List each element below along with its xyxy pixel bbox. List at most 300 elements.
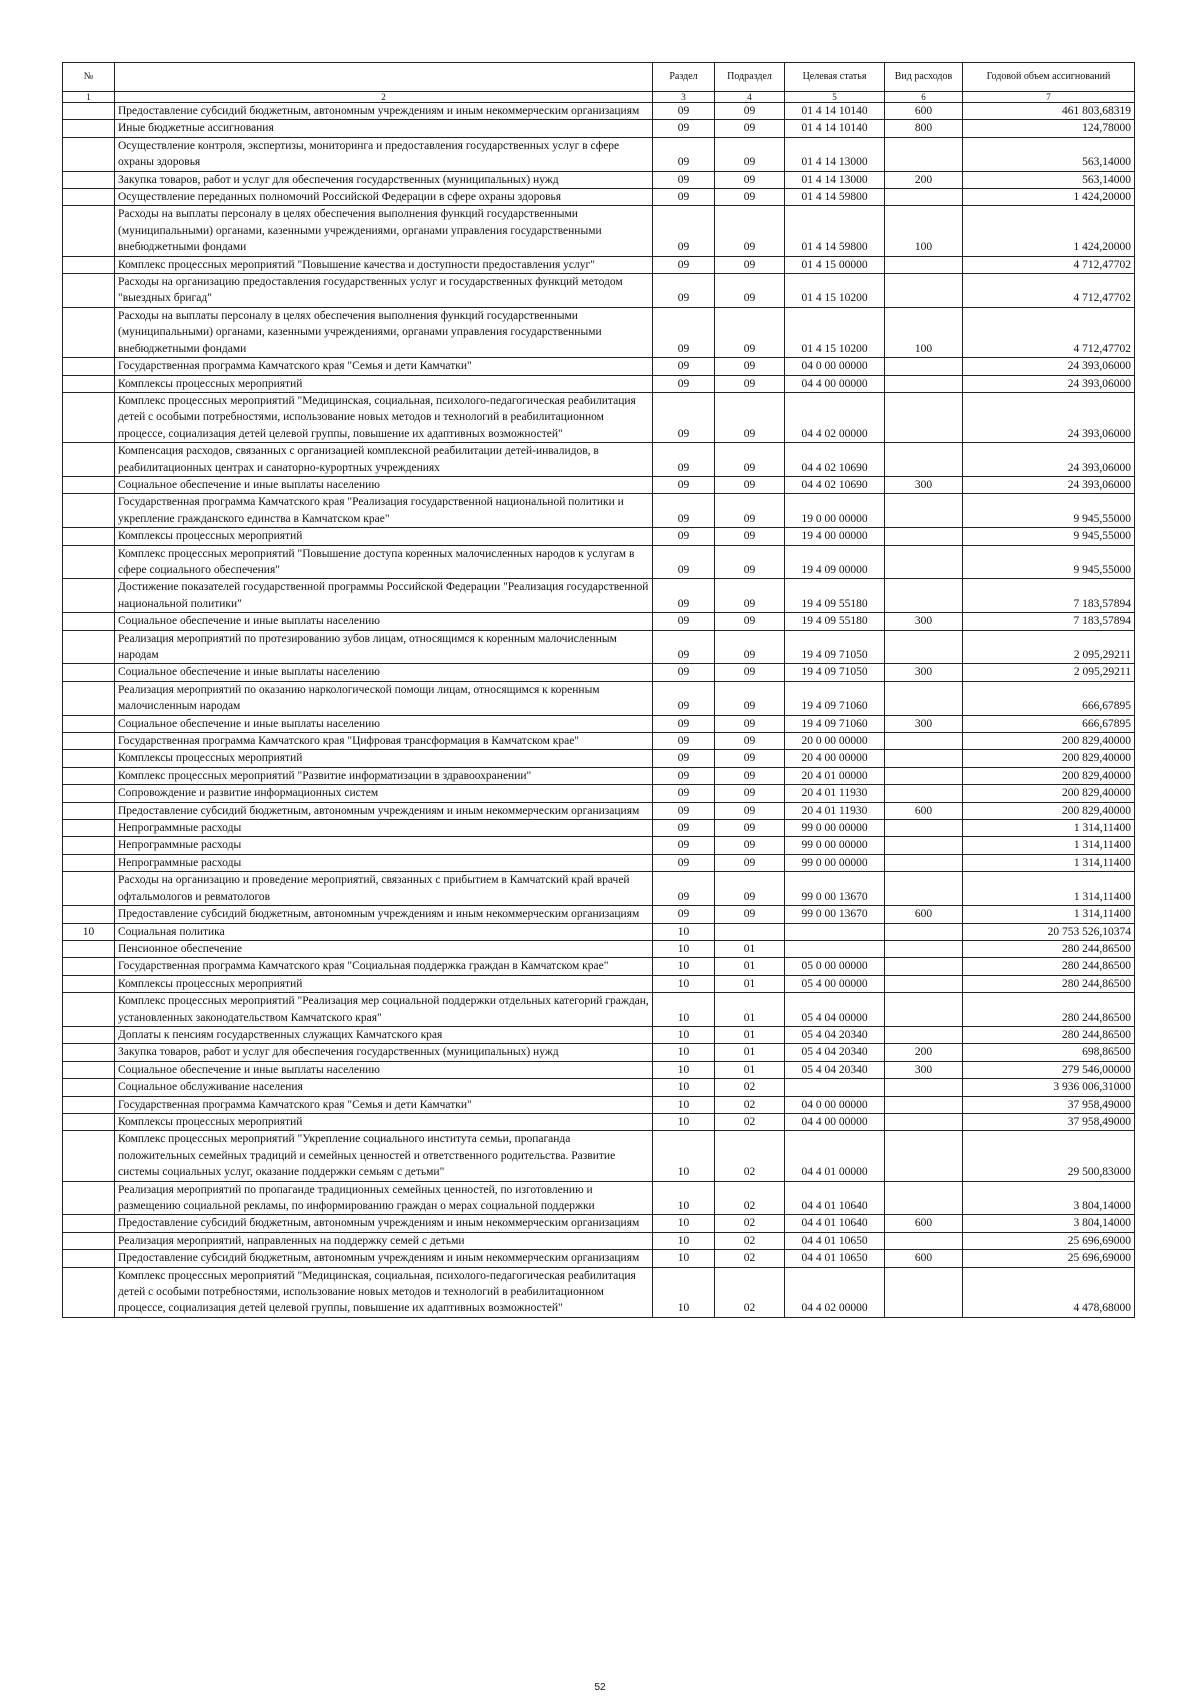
row-number	[63, 613, 115, 630]
row-number	[63, 103, 115, 120]
row-number	[63, 975, 115, 992]
row-razdel: 10	[653, 1044, 715, 1061]
row-podrazdel: 09	[715, 189, 785, 206]
row-expense-type	[885, 1131, 963, 1181]
row-number	[63, 1232, 115, 1249]
row-razdel: 09	[653, 906, 715, 923]
row-name: Непрограммные расходы	[115, 837, 653, 854]
row-podrazdel: 09	[715, 494, 785, 528]
row-expense-type: 200	[885, 171, 963, 188]
table-row	[63, 820, 1135, 837]
row-razdel: 10	[653, 1079, 715, 1096]
row-number	[63, 630, 115, 664]
row-target-article: 05 4 04 20340	[785, 1061, 885, 1078]
row-target-article: 01 4 14 13000	[785, 171, 885, 188]
row-name: Компенсация расходов, связанных с организацией комплексной реабилитации детей-инвалидов, в реабилитационных центрах и санаторно-курортных учреждениях	[115, 443, 653, 477]
row-target-article: 04 4 01 10650	[785, 1250, 885, 1267]
row-number	[63, 837, 115, 854]
column-number: 4	[715, 92, 785, 103]
row-razdel: 09	[653, 767, 715, 784]
row-expense-type: 600	[885, 103, 963, 120]
row-razdel: 10	[653, 1131, 715, 1181]
row-name: Комплексы процессных мероприятий	[115, 750, 653, 767]
row-annual-amount: 20 753 526,10374	[963, 923, 1135, 940]
row-annual-amount: 1 424,20000	[963, 189, 1135, 206]
row-podrazdel: 09	[715, 613, 785, 630]
table-row	[63, 1113, 1135, 1130]
row-number	[63, 854, 115, 871]
row-target-article: 99 0 00 13670	[785, 872, 885, 906]
row-target-article: 01 4 15 00000	[785, 256, 885, 273]
row-annual-amount: 2 095,29211	[963, 630, 1135, 664]
row-expense-type	[885, 630, 963, 664]
row-expense-type	[885, 358, 963, 375]
row-expense-type	[885, 1079, 963, 1096]
row-podrazdel: 09	[715, 785, 785, 802]
row-podrazdel: 09	[715, 375, 785, 392]
row-podrazdel: 09	[715, 872, 785, 906]
row-number	[63, 733, 115, 750]
row-razdel: 09	[653, 681, 715, 715]
row-name: Расходы на организацию предоставления государственных услуг и государственных функций методом "выездных бригад"	[115, 274, 653, 308]
row-podrazdel: 09	[715, 767, 785, 784]
table-row	[63, 802, 1135, 819]
row-expense-type	[885, 1026, 963, 1043]
row-razdel: 09	[653, 715, 715, 732]
row-annual-amount: 280 244,86500	[963, 1026, 1135, 1043]
row-expense-type	[885, 375, 963, 392]
table-row	[63, 579, 1135, 613]
column-number-row	[63, 92, 1135, 103]
row-razdel: 09	[653, 120, 715, 137]
row-expense-type	[885, 733, 963, 750]
row-annual-amount: 666,67895	[963, 715, 1135, 732]
row-annual-amount: 4 712,47702	[963, 274, 1135, 308]
row-target-article: 19 4 09 00000	[785, 545, 885, 579]
column-number: 3	[653, 92, 715, 103]
row-annual-amount: 200 829,40000	[963, 733, 1135, 750]
row-podrazdel: 09	[715, 733, 785, 750]
row-razdel: 09	[653, 872, 715, 906]
row-expense-type	[885, 958, 963, 975]
row-number	[63, 256, 115, 273]
table-row	[63, 1096, 1135, 1113]
row-number	[63, 1096, 115, 1113]
row-number	[63, 375, 115, 392]
row-number: 10	[63, 923, 115, 940]
row-podrazdel: 09	[715, 681, 785, 715]
row-razdel: 09	[653, 103, 715, 120]
row-annual-amount: 279 546,00000	[963, 1061, 1135, 1078]
row-podrazdel: 01	[715, 958, 785, 975]
row-target-article: 20 4 01 11930	[785, 785, 885, 802]
row-razdel: 10	[653, 1250, 715, 1267]
row-expense-type	[885, 1181, 963, 1215]
header-num: №	[63, 63, 115, 92]
table-row	[63, 681, 1135, 715]
row-annual-amount: 9 945,55000	[963, 528, 1135, 545]
row-number	[63, 958, 115, 975]
row-annual-amount: 25 696,69000	[963, 1250, 1135, 1267]
row-target-article: 19 4 09 55180	[785, 613, 885, 630]
row-podrazdel: 02	[715, 1096, 785, 1113]
row-podrazdel: 09	[715, 307, 785, 357]
row-expense-type: 300	[885, 715, 963, 732]
column-number: 7	[963, 92, 1135, 103]
row-number	[63, 993, 115, 1027]
row-podrazdel: 02	[715, 1181, 785, 1215]
row-number	[63, 137, 115, 171]
row-target-article: 19 4 09 71060	[785, 681, 885, 715]
row-podrazdel: 09	[715, 103, 785, 120]
row-target-article: 04 4 00 00000	[785, 375, 885, 392]
row-name: Предоставление субсидий бюджетным, автономным учреждениям и иным некоммерческим организациям	[115, 906, 653, 923]
row-expense-type: 600	[885, 1215, 963, 1232]
row-annual-amount: 200 829,40000	[963, 767, 1135, 784]
row-target-article: 04 4 02 00000	[785, 392, 885, 442]
table-row	[63, 528, 1135, 545]
row-number	[63, 802, 115, 819]
row-razdel: 09	[653, 256, 715, 273]
table-row	[63, 103, 1135, 120]
row-name: Комплекс процессных мероприятий "Развитие информатизации в здравоохранении"	[115, 767, 653, 784]
row-annual-amount: 124,78000	[963, 120, 1135, 137]
row-annual-amount: 3 936 006,31000	[963, 1079, 1135, 1096]
row-name: Комплексы процессных мероприятий	[115, 375, 653, 392]
row-target-article: 20 4 01 11930	[785, 802, 885, 819]
row-expense-type	[885, 923, 963, 940]
row-podrazdel: 01	[715, 940, 785, 957]
row-target-article: 99 0 00 00000	[785, 854, 885, 871]
row-name: Предоставление субсидий бюджетным, автономным учреждениям и иным некоммерческим организациям	[115, 1250, 653, 1267]
row-annual-amount: 4 478,68000	[963, 1267, 1135, 1317]
row-name: Комплексы процессных мероприятий	[115, 975, 653, 992]
row-expense-type	[885, 1113, 963, 1130]
table-row	[63, 854, 1135, 871]
row-annual-amount: 1 424,20000	[963, 206, 1135, 256]
row-podrazdel: 09	[715, 854, 785, 871]
row-podrazdel: 09	[715, 171, 785, 188]
row-target-article: 01 4 14 10140	[785, 120, 885, 137]
row-name: Расходы на выплаты персоналу в целях обеспечения выполнения функций государственными (муниципальными) органами, казенными учреждениями, органами управления государственными внебюджетными фондами	[115, 206, 653, 256]
row-expense-type: 200	[885, 1044, 963, 1061]
row-razdel: 10	[653, 1267, 715, 1317]
row-annual-amount: 7 183,57894	[963, 613, 1135, 630]
row-razdel: 09	[653, 545, 715, 579]
row-target-article: 99 0 00 00000	[785, 820, 885, 837]
row-target-article: 04 4 01 10640	[785, 1181, 885, 1215]
row-target-article: 04 4 02 10690	[785, 476, 885, 493]
row-razdel: 09	[653, 750, 715, 767]
row-target-article	[785, 923, 885, 940]
row-razdel: 09	[653, 443, 715, 477]
row-annual-amount: 24 393,06000	[963, 443, 1135, 477]
row-podrazdel: 09	[715, 528, 785, 545]
row-podrazdel: 09	[715, 120, 785, 137]
row-name: Социальное обеспечение и иные выплаты населению	[115, 476, 653, 493]
row-podrazdel: 09	[715, 630, 785, 664]
row-razdel: 10	[653, 993, 715, 1027]
row-name: Комплексы процессных мероприятий	[115, 1113, 653, 1130]
row-podrazdel: 09	[715, 274, 785, 308]
row-name: Социальное обеспечение и иные выплаты населению	[115, 1061, 653, 1078]
table-row	[63, 392, 1135, 442]
row-target-article: 20 4 00 00000	[785, 750, 885, 767]
table-row	[63, 137, 1135, 171]
row-razdel: 09	[653, 206, 715, 256]
row-razdel: 09	[653, 613, 715, 630]
row-razdel: 10	[653, 1061, 715, 1078]
row-name: Комплекс процессных мероприятий "Медицинская, социальная, психолого-педагогическая реабилитация детей с особыми потребностями, использование новых методов и технологий в реабилитационном процессе, социализация детей целевой группы, повышение их адаптивных возможностей"	[115, 392, 653, 442]
table-row	[63, 923, 1135, 940]
row-razdel: 09	[653, 476, 715, 493]
row-razdel: 10	[653, 1232, 715, 1249]
row-podrazdel: 01	[715, 1026, 785, 1043]
table-row	[63, 958, 1135, 975]
row-name: Социальное обеспечение и иные выплаты населению	[115, 715, 653, 732]
row-annual-amount: 666,67895	[963, 681, 1135, 715]
row-name: Достижение показателей государственной программы Российской Федерации "Реализация государственной национальной политики"	[115, 579, 653, 613]
table-row	[63, 785, 1135, 802]
row-expense-type	[885, 189, 963, 206]
row-name: Социальное обеспечение и иные выплаты населению	[115, 664, 653, 681]
row-razdel: 09	[653, 733, 715, 750]
column-number: 5	[785, 92, 885, 103]
row-target-article: 19 4 09 71050	[785, 630, 885, 664]
row-razdel: 09	[653, 189, 715, 206]
header-vid: Вид расходов	[885, 63, 963, 92]
row-number	[63, 1061, 115, 1078]
row-expense-type	[885, 837, 963, 854]
row-name: Государственная программа Камчатского края "Семья и дети Камчатки"	[115, 1096, 653, 1113]
row-number	[63, 1131, 115, 1181]
row-annual-amount: 9 945,55000	[963, 494, 1135, 528]
row-number	[63, 681, 115, 715]
row-expense-type: 300	[885, 1061, 963, 1078]
row-number	[63, 785, 115, 802]
row-name: Государственная программа Камчатского края "Семья и дети Камчатки"	[115, 358, 653, 375]
table-row	[63, 1044, 1135, 1061]
row-annual-amount: 1 314,11400	[963, 872, 1135, 906]
row-name: Реализация мероприятий по протезированию зубов лицам, относящимся к коренным малочисленным народам	[115, 630, 653, 664]
row-expense-type	[885, 750, 963, 767]
row-expense-type: 600	[885, 1250, 963, 1267]
row-number	[63, 906, 115, 923]
row-razdel: 09	[653, 528, 715, 545]
row-name: Реализация мероприятий, направленных на поддержку семей с детьми	[115, 1232, 653, 1249]
row-number	[63, 358, 115, 375]
row-razdel: 09	[653, 854, 715, 871]
table-row	[63, 1079, 1135, 1096]
row-expense-type	[885, 854, 963, 871]
row-annual-amount: 1 314,11400	[963, 854, 1135, 871]
row-podrazdel: 09	[715, 358, 785, 375]
row-number	[63, 443, 115, 477]
row-number	[63, 1215, 115, 1232]
row-expense-type: 600	[885, 802, 963, 819]
row-name: Предоставление субсидий бюджетным, автономным учреждениям и иным некоммерческим организациям	[115, 103, 653, 120]
page-number: 52	[594, 1682, 606, 1693]
row-expense-type	[885, 443, 963, 477]
row-expense-type	[885, 256, 963, 273]
row-annual-amount: 1 314,11400	[963, 837, 1135, 854]
header-razdel: Раздел	[653, 63, 715, 92]
row-razdel: 10	[653, 1026, 715, 1043]
table-row	[63, 1131, 1135, 1181]
row-expense-type	[885, 137, 963, 171]
document-page	[62, 62, 1134, 1318]
row-podrazdel: 09	[715, 750, 785, 767]
row-name: Государственная программа Камчатского края "Цифровая трансформация в Камчатском крае"	[115, 733, 653, 750]
row-razdel: 09	[653, 307, 715, 357]
row-expense-type: 800	[885, 120, 963, 137]
row-razdel: 10	[653, 1215, 715, 1232]
row-razdel: 09	[653, 274, 715, 308]
row-podrazdel: 01	[715, 993, 785, 1027]
row-expense-type	[885, 975, 963, 992]
row-number	[63, 206, 115, 256]
row-expense-type	[885, 1267, 963, 1317]
row-podrazdel: 09	[715, 820, 785, 837]
row-podrazdel: 09	[715, 664, 785, 681]
row-target-article: 19 4 09 71050	[785, 664, 885, 681]
row-number	[63, 494, 115, 528]
table-row	[63, 171, 1135, 188]
row-name: Комплекс процессных мероприятий "Повышение доступа коренных малочисленных народов к услугам в сфере социального обеспечения"	[115, 545, 653, 579]
row-number	[63, 1113, 115, 1130]
row-name: Иные бюджетные ассигнования	[115, 120, 653, 137]
row-name: Пенсионное обеспечение	[115, 940, 653, 957]
row-name: Комплекс процессных мероприятий "Укрепление социального института семьи, пропаганда положительных семейных традиций и семейных ценностей и ответственного родительства. Развитие системы социальных услуг, оказание поддержки семьям с детьми"	[115, 1131, 653, 1181]
row-annual-amount: 3 804,14000	[963, 1215, 1135, 1232]
row-target-article: 01 4 14 13000	[785, 137, 885, 171]
row-name: Социальное обеспечение и иные выплаты населению	[115, 613, 653, 630]
row-name: Социальное обслуживание населения	[115, 1079, 653, 1096]
table-row	[63, 358, 1135, 375]
row-target-article: 05 4 04 00000	[785, 993, 885, 1027]
row-podrazdel: 02	[715, 1079, 785, 1096]
table-row	[63, 494, 1135, 528]
row-annual-amount: 698,86500	[963, 1044, 1135, 1061]
table-row	[63, 443, 1135, 477]
row-target-article: 04 4 02 10690	[785, 443, 885, 477]
table-row	[63, 256, 1135, 273]
row-name: Государственная программа Камчатского края "Социальная поддержка граждан в Камчатском крае"	[115, 958, 653, 975]
row-razdel: 10	[653, 1096, 715, 1113]
table-row	[63, 189, 1135, 206]
row-expense-type	[885, 993, 963, 1027]
row-name: Государственная программа Камчатского края "Реализация государственной национальной политики и укрепление гражданского единства в Камчатском крае"	[115, 494, 653, 528]
row-target-article: 01 4 14 59800	[785, 206, 885, 256]
row-razdel: 09	[653, 392, 715, 442]
row-podrazdel: 09	[715, 579, 785, 613]
header-podrazdel: Подраздел	[715, 63, 785, 92]
row-expense-type	[885, 494, 963, 528]
row-target-article: 05 4 00 00000	[785, 975, 885, 992]
row-expense-type	[885, 1096, 963, 1113]
row-expense-type	[885, 767, 963, 784]
table-row	[63, 120, 1135, 137]
row-annual-amount: 280 244,86500	[963, 940, 1135, 957]
row-razdel: 10	[653, 958, 715, 975]
row-name: Предоставление субсидий бюджетным, автономным учреждениям и иным некоммерческим организациям	[115, 802, 653, 819]
row-number	[63, 545, 115, 579]
row-target-article: 05 4 04 20340	[785, 1044, 885, 1061]
row-number	[63, 1181, 115, 1215]
table-row	[63, 476, 1135, 493]
row-name: Осуществление контроля, экспертизы, мониторинга и предоставления государственных услуг в сфере охраны здоровья	[115, 137, 653, 171]
row-expense-type: 100	[885, 307, 963, 357]
row-number	[63, 750, 115, 767]
row-name: Комплекс процессных мероприятий "Реализация мер социальной поддержки отдельных категорий граждан, установленных законодательством Камчатского края"	[115, 993, 653, 1027]
row-annual-amount: 3 804,14000	[963, 1181, 1135, 1215]
row-target-article: 04 4 01 10640	[785, 1215, 885, 1232]
row-podrazdel: 09	[715, 443, 785, 477]
row-podrazdel: 09	[715, 476, 785, 493]
table-row	[63, 1267, 1135, 1317]
row-target-article: 05 0 00 00000	[785, 958, 885, 975]
row-name: Комплекс процессных мероприятий "Повышение качества и доступности предоставления услуг"	[115, 256, 653, 273]
row-target-article: 01 4 14 10140	[785, 103, 885, 120]
row-razdel: 09	[653, 837, 715, 854]
row-razdel: 09	[653, 171, 715, 188]
row-target-article: 04 4 00 00000	[785, 1113, 885, 1130]
row-expense-type	[885, 940, 963, 957]
row-number	[63, 820, 115, 837]
row-expense-type: 100	[885, 206, 963, 256]
row-annual-amount: 24 393,06000	[963, 476, 1135, 493]
table-row	[63, 375, 1135, 392]
table-row	[63, 545, 1135, 579]
row-name: Реализация мероприятий по оказанию наркологической помощи лицам, относящимся к коренным малочисленным народам	[115, 681, 653, 715]
row-podrazdel	[715, 923, 785, 940]
row-podrazdel: 09	[715, 715, 785, 732]
row-annual-amount: 1 314,11400	[963, 820, 1135, 837]
row-annual-amount: 37 958,49000	[963, 1113, 1135, 1130]
row-name: Непрограммные расходы	[115, 854, 653, 871]
row-number	[63, 664, 115, 681]
row-name: Непрограммные расходы	[115, 820, 653, 837]
row-razdel: 09	[653, 358, 715, 375]
row-podrazdel: 02	[715, 1113, 785, 1130]
row-number	[63, 392, 115, 442]
row-annual-amount: 280 244,86500	[963, 993, 1135, 1027]
header-name	[115, 63, 653, 92]
row-annual-amount: 200 829,40000	[963, 802, 1135, 819]
row-podrazdel: 02	[715, 1267, 785, 1317]
row-podrazdel: 09	[715, 837, 785, 854]
table-body	[63, 103, 1135, 1318]
table-row	[63, 613, 1135, 630]
table-row	[63, 1061, 1135, 1078]
row-name: Осуществление переданных полномочий Российской Федерации в сфере охраны здоровья	[115, 189, 653, 206]
row-annual-amount: 4 712,47702	[963, 307, 1135, 357]
row-annual-amount: 280 244,86500	[963, 958, 1135, 975]
row-expense-type	[885, 681, 963, 715]
row-podrazdel: 02	[715, 1215, 785, 1232]
row-target-article	[785, 940, 885, 957]
row-number	[63, 171, 115, 188]
row-target-article: 04 0 00 00000	[785, 358, 885, 375]
row-annual-amount: 4 712,47702	[963, 256, 1135, 273]
row-name: Расходы на выплаты персоналу в целях обеспечения выполнения функций государственными (муниципальными) органами, казенными учреждениями, органами управления государственными внебюджетными фондами	[115, 307, 653, 357]
row-number	[63, 579, 115, 613]
row-annual-amount: 563,14000	[963, 137, 1135, 171]
row-podrazdel: 01	[715, 1044, 785, 1061]
row-number	[63, 274, 115, 308]
table-row	[63, 837, 1135, 854]
row-expense-type	[885, 820, 963, 837]
